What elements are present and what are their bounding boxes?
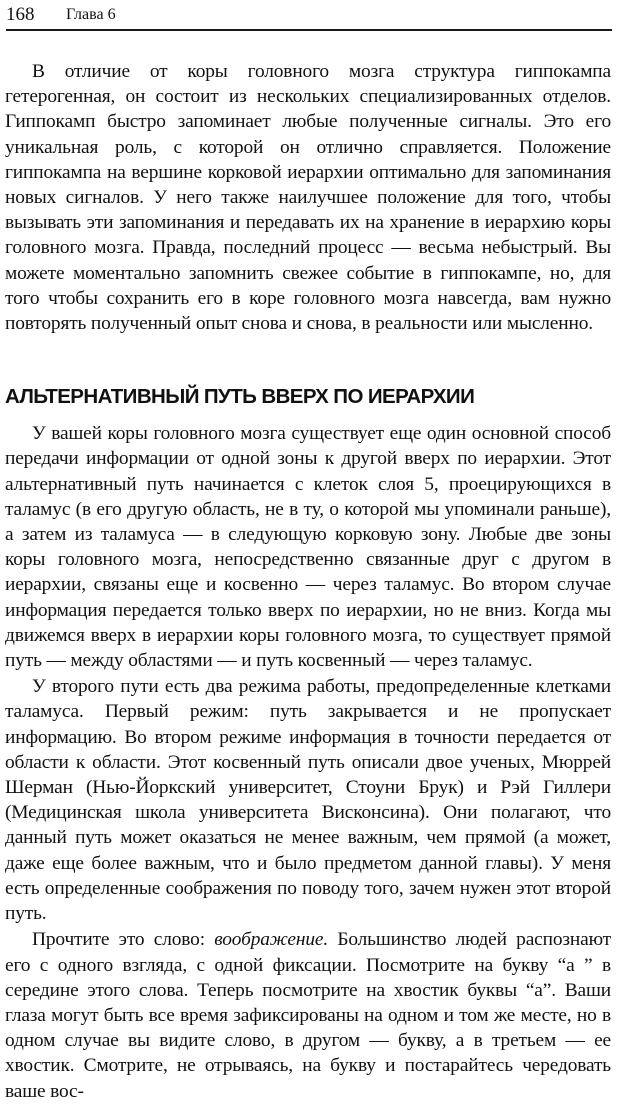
- header-rule: [6, 29, 612, 31]
- section-gap: [5, 336, 611, 384]
- chapter-label: Глава 6: [66, 6, 116, 23]
- intro-paragraph: В отличие от коры головного мозга структура гиппокампа гетерогенная, он состоит из нескольких специализированных отделов. Гиппокамп быстро запоминает любые полученные сигналы. Это его уникальная роль, с которой он отлично справляется. Положение гиппокампа на вершине корковой иерархии оптимально для запоминания новых сигналов. У него также наилучшее положение для того, чтобы вызывать эти запоминания и передавать их на хранение в иерархию коры головного мозга. Правда, последний процесс — весьма небыстрый. Вы можете моментально запомнить свежее событие в гиппокампе, но, для того чтобы сохранить его в коре головного мозга навсегда, вам нужно повторять полученный опыт снова и снова, в реальности или мысленно.: [5, 61, 611, 335]
- paragraph-read-word: [5, 927, 611, 1103]
- paragraph-read-word-rest: Большинство людей распознают его с одного взгляда, с одной фиксации. Посмотрите на букву “а ” в середине этого слова. Теперь посмотрите на хвостик буквы “а”. Ваши глаза могут быть все время зафиксированы на одном и том же месте, но в одном случае вы видите слово, в другом — букву, а в третьем — ее хвостик. Смотрите, не отрываясь, на букву и постарайтесь чередовать ваше вос-: [5, 929, 611, 1102]
- paragraph-thalamus-modes: У второго пути есть два режима работы, предопределенные клетками таламуса. Первый режим: путь закрывается и не пропускает информацию. Во втором режиме информация в точности передается от области к области. Этот косвенный путь описали двое ученых, Мюррей Шерман (Нью-Йоркский университет, Стоуни Брук) и Рэй Гиллери (Медицинская школа университета Висконсина). Они полагают, что данный путь может оказаться не менее важным, чем прямой (а может, даже еще более важным, что и было предметом данной главы). У меня есть определенные соображения по поводу того, зачем нужен этот второй путь.: [5, 676, 611, 925]
- page-number: 168: [6, 4, 35, 25]
- section-heading: АЛЬТЕРНАТИВНЫЙ ПУТЬ ВВЕРХ ПО ИЕРАРХИИ: [5, 385, 475, 409]
- paragraph-read-word-lead: Прочтите это слово:: [32, 929, 215, 951]
- running-head: [6, 3, 612, 29]
- body-text: [5, 59, 611, 1104]
- paragraph-alternative-path: У вашей коры головного мозга существует еще один основной способ передачи информации от одной зоны к другой вверх по иерархии. Этот альтернативный путь начинается с клеток слоя 5, проецирующихся в таламус (в его другую область, не в ту, о которой мы упоминали раньше), а затем из таламуса — в следующую корковую зону. Любые две зоны коры головного мозга, непосредственно связанные друг с другом в иерархии, связаны еще и косвенно — через таламус. Во втором случае информация передается только вверх по иерархии, но не вниз. Когда мы движемся вверх в иерархии коры головного мозга, то существует прямой путь — между областями — и путь косвенный — через таламус.: [5, 423, 611, 672]
- italic-term: воображение.: [214, 929, 329, 951]
